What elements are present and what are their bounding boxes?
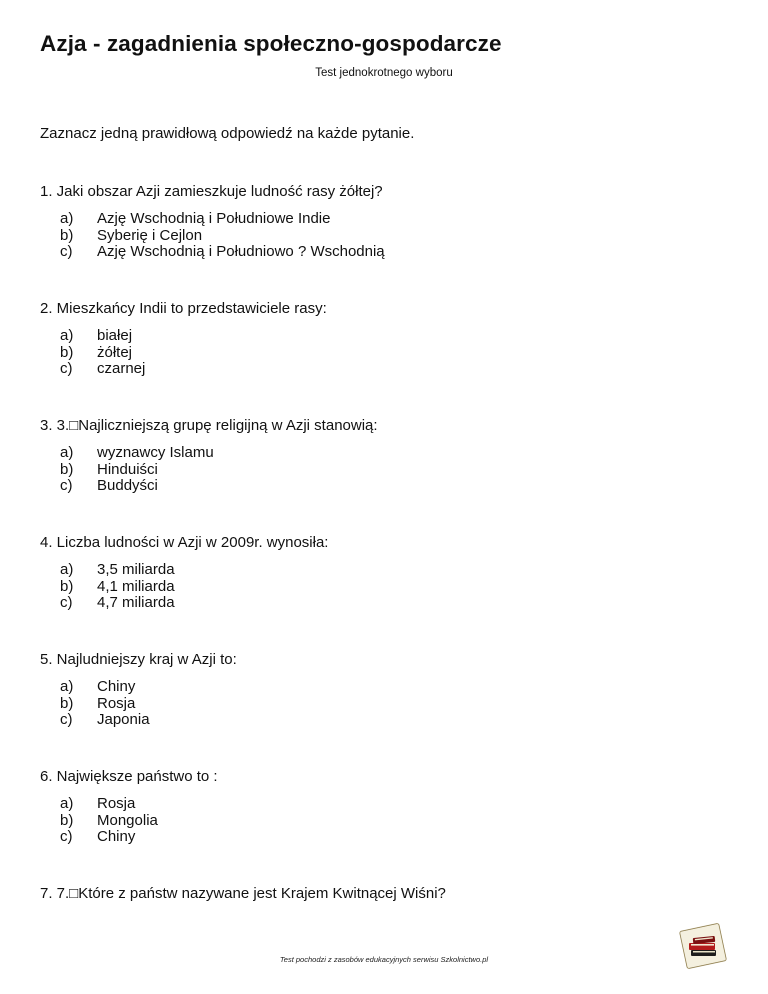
answer-option[interactable] [40, 361, 740, 378]
answer-option[interactable] [40, 328, 740, 345]
answer-letter: b) [60, 811, 74, 829]
question-text: 7. 7.□Które z państw nazywane jest Krajem Kwitnącej Wiśni? [40, 885, 446, 902]
answer-option[interactable] [40, 813, 740, 830]
answer-text: 4,1 miliarda [97, 577, 175, 595]
question-5 [40, 651, 740, 729]
answer-option[interactable] [40, 579, 740, 596]
answer-text: Azję Wschodnią i Południowe Indie [97, 210, 331, 227]
answer-letter: a) [60, 210, 74, 227]
answer-text: Rosja [97, 694, 136, 712]
answer-option[interactable] [40, 211, 740, 228]
answer-text: wyznawcy Islamu [97, 444, 214, 461]
question-7 [40, 885, 740, 903]
answer-list [40, 328, 740, 378]
answer-letter: b) [60, 460, 74, 478]
question-3 [40, 417, 740, 495]
answer-letter: c) [60, 594, 73, 612]
answer-option[interactable] [40, 244, 740, 261]
answer-letter: a) [60, 795, 74, 812]
answer-option[interactable] [40, 679, 740, 696]
answer-letter: b) [60, 226, 74, 244]
answer-letter: a) [60, 327, 74, 344]
answer-text: Hinduiści [97, 460, 158, 478]
answer-text: Chiny [97, 678, 136, 695]
question-text: 6. Największe państwo to : [40, 768, 218, 785]
document-subtitle: Test jednokrotnego wyboru [315, 67, 453, 79]
answer-option[interactable] [40, 562, 740, 579]
answer-letter: a) [60, 678, 74, 695]
question-text: 3. 3.□Najliczniejszą grupę religijną w Azji stanowią: [40, 417, 378, 434]
answer-letter: c) [60, 477, 73, 495]
answer-text: Chiny [97, 828, 136, 846]
question-2 [40, 300, 740, 378]
question-6 [40, 768, 740, 846]
answer-option[interactable] [40, 478, 740, 495]
answer-text: Rosja [97, 795, 136, 812]
answer-option[interactable] [40, 462, 740, 479]
answer-text: 4,7 miliarda [97, 594, 175, 612]
answer-letter: c) [60, 711, 73, 729]
answer-list [40, 679, 740, 729]
answer-letter: a) [60, 444, 74, 461]
instruction-text: Zaznacz jedną prawidłową odpowiedź na każde pytanie. [40, 125, 415, 142]
answer-letter: b) [60, 343, 74, 361]
answer-option[interactable] [40, 228, 740, 245]
answer-letter: c) [60, 828, 73, 846]
answer-text: żółtej [97, 343, 133, 361]
answer-text: Japonia [97, 711, 150, 729]
question-text: 5. Najludniejszy kraj w Azji to: [40, 651, 237, 668]
books-icon [678, 922, 728, 970]
question-text: 4. Liczba ludności w Azji w 2009r. wynosiła: [40, 534, 329, 551]
answer-letter: c) [60, 243, 73, 261]
answer-text: Buddyści [97, 477, 158, 495]
question-4 [40, 534, 740, 612]
answer-list [40, 562, 740, 612]
answer-letter: b) [60, 577, 74, 595]
answer-list [40, 796, 740, 846]
answer-option[interactable] [40, 595, 740, 612]
answer-option[interactable] [40, 796, 740, 813]
answer-list [40, 445, 740, 495]
answer-option[interactable] [40, 712, 740, 729]
answer-text: Mongolia [97, 811, 158, 829]
footer-source: Test pochodzi z zasobów edukacyjnych serwisu Szkolnictwo.pl [279, 955, 489, 964]
answer-text: czarnej [97, 360, 146, 378]
document-title: Azja - zagadnienia społeczno-gospodarcze [40, 31, 502, 56]
answer-text: Syberię i Cejlon [97, 226, 203, 244]
answer-letter: a) [60, 561, 74, 578]
question-1 [40, 183, 740, 261]
answer-list [40, 211, 740, 261]
answer-text: Azję Wschodnią i Południowo ? Wschodnią [97, 243, 385, 261]
answer-text: 3,5 miliarda [97, 561, 175, 578]
question-text: 1. Jaki obszar Azji zamieszkuje ludność rasy żółtej? [40, 183, 383, 200]
answer-letter: c) [60, 360, 73, 378]
answer-text: białej [97, 327, 133, 344]
answer-option[interactable] [40, 696, 740, 713]
answer-option[interactable] [40, 345, 740, 362]
answer-letter: b) [60, 694, 74, 712]
question-text: 2. Mieszkańcy Indii to przedstawiciele rasy: [40, 300, 327, 317]
answer-option[interactable] [40, 445, 740, 462]
answer-option[interactable] [40, 829, 740, 846]
